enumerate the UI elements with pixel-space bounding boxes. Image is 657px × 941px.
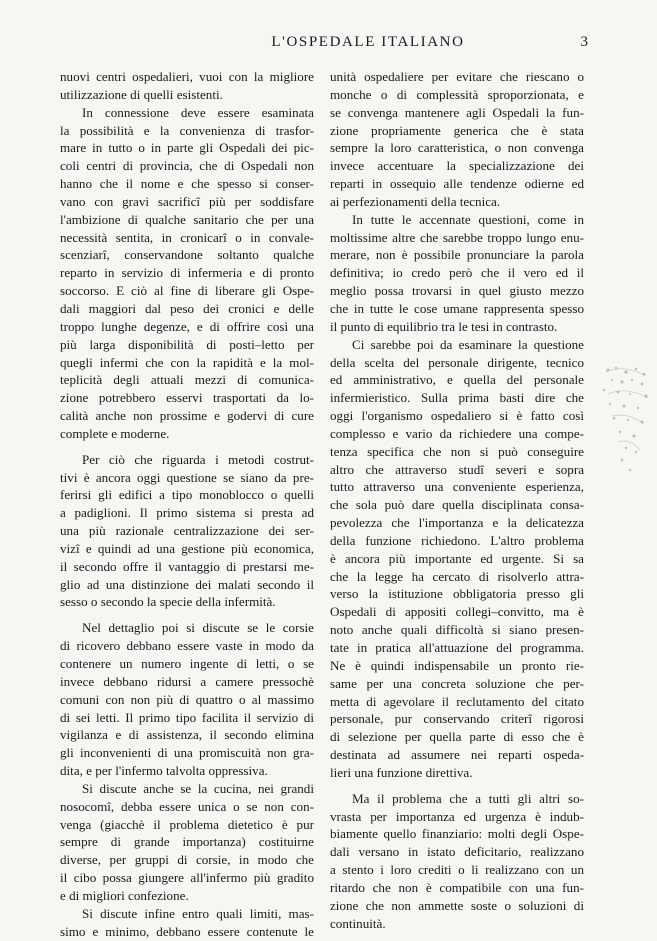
text-line: hanno che il nome e che spesso si conser- [60, 176, 314, 192]
text-line: necessità sentita, in cronicarî o in convale- [60, 229, 314, 245]
text-line: monche o di complessità sproporzionata, e [330, 86, 584, 102]
text-line: di sei letti. Il primo tipo facilita il servizio di [60, 709, 314, 725]
text-line: nosocomî, debba essere unica o se non con- [60, 798, 314, 814]
text-line: dali versano in istato deficitario, realizzano [330, 844, 584, 860]
text-line: comuni con non più di quattro o al massimo [60, 691, 314, 707]
text-line: il secondo offre il vantaggio di prestarsi me- [60, 558, 314, 574]
text-line: verso la istituzione obbligatoria presso gli [330, 586, 584, 602]
text-line: contenere un numero ingente di letti, o se [60, 656, 314, 671]
text-line: una più razionale centralizzazione dei ser- [60, 523, 314, 539]
text-line: invece accentuare la specializzazione dei [330, 158, 584, 174]
text-line: e di migliori confezione. [60, 887, 189, 903]
text-line: altro che attraverso studî severi e sopra [330, 461, 584, 477]
text-line: utilizzazione di quelli esistenti. [60, 86, 223, 102]
text-line: diverse, per gruppi di corsie, in modo che [60, 852, 314, 868]
text-line: se convenga mantenere agli Ospedali la fun- [330, 104, 584, 120]
text-line: troppo lunghe degenze, e di offrire così una [60, 318, 314, 334]
text-line: complete e moderne. [60, 425, 170, 441]
text-line: invece debbano ridursi a camere pressochè [60, 673, 314, 689]
text-line: ai perfezionamenti della tecnica. [330, 193, 501, 209]
text-line: della funzione richiedono. L'altro problema [330, 532, 584, 548]
text-line: l'ambizione di qualche sanitario che per una [60, 211, 314, 227]
text-line: In connessione deve essere esaminata [82, 104, 314, 120]
text-line: simo e minimo, debbano essere contenute le [60, 923, 314, 939]
page-number: 3 [580, 34, 588, 50]
text-line: sesso o secondo la specie della infermità. [60, 594, 276, 610]
text-line: vigilanza e di assistenza, il secondo elimina [60, 727, 314, 743]
text-line: sempre di grande importanza) costituirne [60, 834, 314, 850]
text-line: vizî e quindi ad una gestione più economica, [60, 540, 314, 556]
text-line: mare in tutto o in parte gli Ospedali dei pic- [60, 140, 314, 156]
text-line: definitiva; io credo però che il vero ed il [330, 265, 584, 281]
text-line: a padiglioni. Il primo sistema si presta ad [60, 505, 314, 521]
text-line: reparti in ossequio alle tendenze odierne ed [330, 176, 584, 192]
text-line: personale, pur conservando criterî rigorosi [330, 711, 584, 727]
text-line: che sola può dare quella disciplinata consa- [330, 497, 584, 513]
text-line: vrasta per importanza ed urgenza è indub- [330, 808, 584, 824]
text-line: glio ad una distinzione dei malati secondo il [60, 576, 314, 592]
text-line: tate in pratica all'attuazione del programma. [330, 640, 584, 655]
right-text-column [330, 68, 584, 933]
text-line: Si discute infine entro quali limiti, mas- [82, 905, 314, 921]
text-line: Ci sarebbe poi da esaminare la questione [352, 336, 584, 352]
margin-ink-smudge [596, 360, 654, 480]
text-line: lieri una funzione direttiva. [330, 764, 473, 780]
text-line: ferirsi gli edifici a tipo monoblocco o quelli [60, 487, 314, 503]
text-line: complesso e vario da richiedere una compe- [330, 425, 584, 441]
text-line: Nel dettaglio poi si discute se le corsie [82, 620, 314, 636]
text-line: più larga disponibilità di posti–letto per [60, 336, 314, 352]
text-line: Si discute anche se la cucina, nei grandi [82, 780, 314, 796]
left-text-column [60, 68, 314, 941]
text-line: moltissime altre che sarebbe troppo lungo enu- [330, 229, 584, 245]
text-line: zione che non ammette soste o soluzioni di [330, 897, 584, 913]
paragraph-gap [330, 782, 584, 790]
running-title: L'OSPEDALE ITALIANO [271, 34, 465, 50]
paragraph-gap [60, 443, 314, 451]
text-line: è ancora più importante ed urgente. Si sa [330, 550, 584, 566]
text-line: zione propriamente generica che è stata [330, 122, 584, 138]
text-line: ritardo che non è compatibile con una fun- [330, 879, 584, 895]
text-line: teplicità degli attuali mezzi di comunica- [60, 372, 314, 388]
text-line: nuovi centri ospedalieri, vuoi con la migliore [60, 69, 314, 84]
text-line: Per ciò che riguarda i metodi costrut- [82, 451, 314, 467]
text-line: il cibo possa giungere all'infermo più gradito [60, 870, 314, 886]
text-line: dita, e per l'infermo talvolta oppressiva. [60, 763, 268, 779]
text-line: biamente quello finanziario: molti degli Ospe- [330, 826, 584, 842]
text-line: soccorso. E ciò al fine di liberare gli Ospe- [60, 283, 314, 299]
text-line: continuità. [330, 915, 386, 931]
text-line: Ne è quindi indispensabile un pronto rie- [330, 657, 584, 673]
running-header [60, 34, 588, 54]
text-line: In tutte le accennate questioni, come in [352, 211, 584, 227]
text-line: a stento i loro crediti o li realizzano con un [330, 862, 584, 878]
text-line: calità anche non prossime e godervi di cure [60, 408, 314, 424]
text-line: quegli infermi che con la rapidità e la mol- [60, 354, 314, 370]
text-line: metta di agevolare il reclutamento del citato [330, 693, 584, 709]
text-line: meglio possa trovarsi in quel giusto mezzo [330, 283, 584, 299]
text-line: merare, non è possibile pronunciare la parola [330, 247, 584, 263]
paragraph-gap [60, 611, 314, 619]
text-line: della scelta del personale dirigente, tecnico [330, 354, 584, 370]
text-line: noto anche quali difficoltà si siano presen- [330, 622, 584, 638]
text-line: reparto in servizio di infermeria e di pronto [60, 265, 314, 281]
text-line: scenziarî, conservandone soltanto qualche [60, 247, 314, 263]
text-line: same per una concreta soluzione che per- [330, 675, 584, 691]
text-line: che in tutte le cose umane rappresenta spesso [330, 300, 584, 316]
text-line: destinata ad assumere nei reparti ospeda- [330, 747, 584, 763]
text-line: pevolezza che l'importanza e la delicatezza [330, 515, 584, 531]
text-line: di selezione per quella parte di esso che è [330, 729, 584, 745]
text-line: infermieristico. Sulla prima basti dire che [330, 390, 584, 406]
text-line: la possibilità e la convenienza di trasfor- [60, 122, 314, 138]
text-line: coli centri di provincia, che di Ospedali non [60, 158, 314, 174]
text-line: gli inconvenienti di una promiscuità non gra- [60, 745, 314, 761]
text-line: unità ospedaliere per evitare che riescano o [330, 69, 584, 84]
text-line: tivi è ancora oggi questione se siano da pre- [60, 469, 314, 485]
text-line: di ricovero debbano essere vaste in modo da [60, 638, 314, 654]
text-line: vano con gravi sacrificî più per soddisfare [60, 193, 314, 209]
text-line: dali maggiori dal peso dei cronici e delle [60, 300, 314, 316]
text-line: Ma il problema che a tutti gli altri so- [352, 790, 584, 806]
text-line: Ospedali di appositi collegi–convitto, ma è [330, 604, 584, 620]
text-line: ed amministrativo, e quella del personale [330, 372, 584, 388]
text-line: che la legge ha cercato di risolverlo attra- [330, 568, 584, 584]
text-line: zione potrebbero esservi trasportati da lo- [60, 390, 314, 406]
text-line: sempre la loro caratteristica, o non convenga [330, 140, 584, 156]
text-line: venga (giacchè il problema dietetico è pur [60, 816, 314, 832]
text-line: oggi l'organismo ospedaliero si è fatto così [330, 408, 584, 424]
text-line: tutto attraverso una conveniente esperienza, [330, 479, 584, 495]
text-line: il punto di equilibrio tra le tesi in contrasto. [330, 318, 558, 334]
text-line: tenza specifica che non si può conseguire [330, 443, 584, 459]
